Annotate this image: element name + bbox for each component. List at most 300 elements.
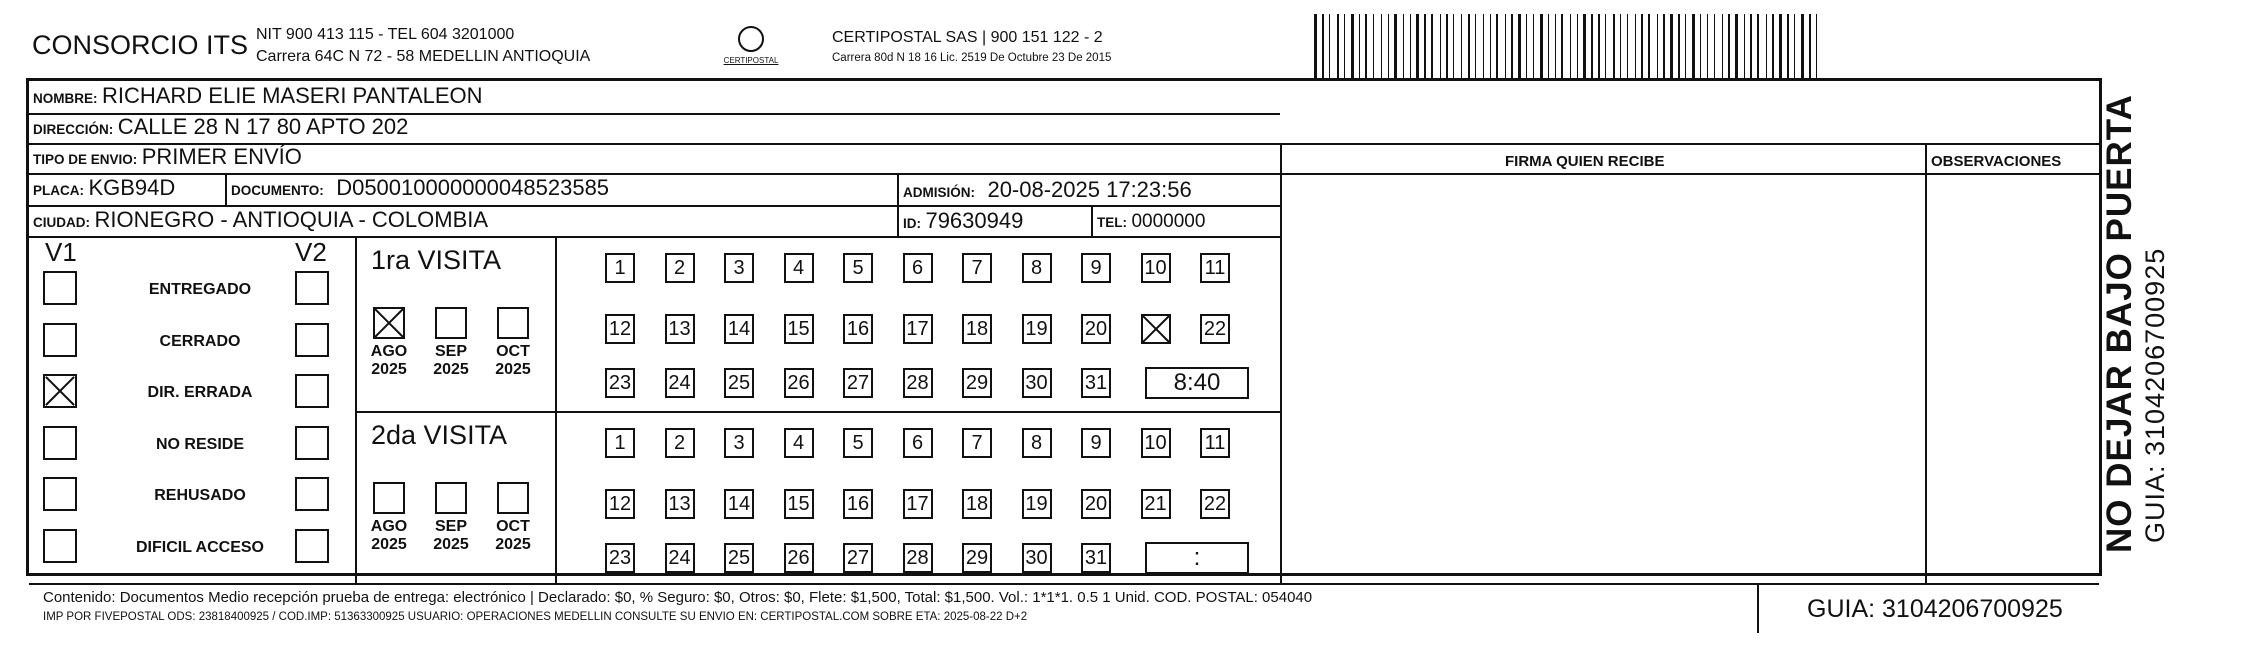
month-year: 2025	[371, 361, 407, 378]
side-notice	[2100, 94, 2170, 553]
barcode-bar	[1453, 14, 1454, 78]
day-number: 17	[906, 493, 929, 515]
v2-checkbox-2[interactable]	[295, 374, 329, 408]
barcode-bar	[1750, 14, 1752, 78]
day-number: 15	[787, 493, 810, 515]
barcode-bar	[1645, 14, 1646, 78]
day-checkbox[interactable]	[724, 314, 754, 344]
barcode-bar	[1623, 14, 1625, 78]
day-number: 23	[608, 372, 632, 394]
nombre-row	[33, 83, 483, 109]
barcode-bar	[1630, 14, 1633, 78]
day-checkbox[interactable]	[605, 253, 635, 283]
barcode-bar	[1722, 14, 1723, 78]
day-checkbox[interactable]	[962, 428, 992, 458]
day-checkbox[interactable]	[665, 543, 695, 573]
barcode-bar	[1703, 14, 1705, 78]
barcode-bar	[1322, 14, 1324, 78]
barcode-bar	[1735, 14, 1738, 78]
nombre-label: NOMBRE:	[33, 91, 98, 106]
day-checkbox[interactable]	[843, 314, 873, 344]
company-contact	[256, 24, 590, 68]
day-checkbox[interactable]	[665, 314, 695, 344]
option-label: DIR. ERRADA	[147, 384, 253, 401]
day-checkbox[interactable]	[1141, 314, 1171, 344]
barcode-bar	[1757, 14, 1759, 78]
day-checkbox[interactable]	[1081, 314, 1111, 344]
day-checkbox[interactable]	[1022, 428, 1052, 458]
day-checkbox[interactable]	[1022, 253, 1052, 283]
certipostal-info	[832, 28, 1111, 68]
day-checkbox[interactable]	[724, 253, 754, 283]
ciudad-value: RIONEGRO - ANTIOQUIA - COLOMBIA	[94, 207, 489, 232]
barcode-bar	[1608, 14, 1611, 78]
month-checkbox[interactable]	[497, 307, 529, 339]
barcode-bar	[1583, 14, 1586, 78]
barcode-bar	[1598, 14, 1600, 78]
barcode-bar	[1523, 14, 1524, 78]
barcode-bar	[1791, 14, 1792, 78]
barcode-bar	[1319, 14, 1320, 78]
day-number: 23	[608, 547, 632, 569]
barcode-bar	[1613, 14, 1615, 78]
day-checkbox[interactable]	[962, 489, 992, 519]
day-checkbox[interactable]	[962, 253, 992, 283]
barcode-bar	[1670, 14, 1673, 78]
barcode-bar	[1332, 14, 1335, 78]
barcode-bar	[1652, 14, 1655, 78]
barcode-bar	[1369, 14, 1371, 78]
day-number: 10	[1144, 257, 1167, 279]
day-checkbox[interactable]	[903, 314, 933, 344]
id-value: 79630949	[925, 208, 1024, 233]
day-number: 3	[733, 432, 745, 454]
month-name: AGO	[370, 343, 408, 360]
month-checkbox[interactable]	[435, 307, 467, 339]
barcode-bar	[1732, 14, 1733, 78]
visit-title: 1ra VISITA	[371, 245, 502, 275]
documento-field	[231, 175, 609, 201]
day-number: 2	[673, 257, 686, 279]
barcode-bar	[1373, 14, 1374, 78]
barcode-bar	[1744, 14, 1745, 78]
barcode-bar	[1605, 14, 1606, 78]
nit-line: NIT 900 413 115 - TEL 604 3201000	[256, 26, 515, 43]
day-number: 31	[1084, 372, 1108, 394]
tipo-envio-row	[33, 144, 302, 170]
day-checkbox[interactable]	[903, 543, 933, 573]
direccion-row	[33, 114, 408, 140]
month-label	[428, 518, 474, 554]
day-checkbox[interactable]	[724, 368, 754, 398]
day-number: 14	[727, 493, 751, 515]
month-checkbox[interactable]	[435, 482, 467, 514]
option-label: ENTREGADO	[148, 281, 252, 298]
barcode-bar	[1660, 14, 1661, 78]
barcode-bar	[1515, 14, 1516, 78]
barcode-bar	[1505, 14, 1506, 78]
barcode-bar	[1536, 14, 1538, 78]
month-checkbox[interactable]	[497, 482, 529, 514]
admision-field	[903, 177, 1192, 203]
barcode-bar	[1428, 14, 1429, 78]
month-name: SEP	[434, 518, 467, 535]
option-label: DIFICIL ACCESO	[135, 538, 264, 556]
day-number: 19	[1025, 493, 1048, 515]
day-checkbox[interactable]	[1141, 253, 1171, 283]
barcode-bar	[1754, 14, 1755, 78]
month-label	[366, 518, 412, 554]
day-number: 26	[787, 547, 810, 569]
barcode-bar	[1347, 14, 1349, 78]
month-year: 2025	[371, 536, 407, 553]
barcode-bar	[1710, 14, 1712, 78]
v2-checkbox-1[interactable]	[295, 323, 329, 357]
barcode-bar	[1602, 14, 1603, 78]
day-checkbox[interactable]	[962, 543, 992, 573]
barcode-bar	[1341, 14, 1342, 78]
day-checkbox[interactable]	[784, 543, 814, 573]
month-name: AGO	[370, 518, 408, 535]
day-number: 1	[614, 432, 626, 454]
barcode-bar	[1359, 14, 1360, 78]
barcode-bar	[1801, 14, 1804, 78]
day-number: 22	[1203, 318, 1227, 340]
day-number: 22	[1203, 493, 1227, 515]
barcode-bar	[1595, 14, 1596, 78]
day-checkbox[interactable]	[903, 368, 933, 398]
day-number: 25	[727, 547, 751, 569]
barcode-bar	[1351, 14, 1354, 78]
day-checkbox[interactable]	[724, 489, 754, 519]
day-number: 24	[668, 547, 691, 569]
day-number: 24	[668, 372, 691, 394]
tipo-envio-value: PRIMER ENVÍO	[141, 144, 302, 169]
month-checkbox[interactable]	[373, 307, 405, 339]
barcode-bar	[1641, 14, 1643, 78]
company-address: Carrera 64C N 72 - 58 MEDELLIN ANTIOQUIA	[256, 48, 591, 65]
day-number: 6	[911, 257, 924, 279]
barcode-bar	[1329, 14, 1330, 78]
day-checkbox[interactable]	[605, 314, 635, 344]
barcode-bar	[1657, 14, 1658, 78]
v2-checkbox-4[interactable]	[295, 477, 329, 511]
barcode-bar	[1490, 14, 1491, 78]
delivery-form	[26, 78, 2102, 623]
day-checkbox[interactable]	[1200, 253, 1230, 283]
tel-label: TEL:	[1097, 215, 1127, 230]
day-checkbox[interactable]	[843, 428, 873, 458]
barcode-bar	[1678, 14, 1680, 78]
day-checkbox[interactable]	[1200, 314, 1230, 344]
day-checkbox[interactable]	[1081, 428, 1111, 458]
day-checkbox[interactable]	[784, 489, 814, 519]
barcode-bar	[1728, 14, 1730, 78]
day-checkbox[interactable]	[962, 368, 992, 398]
day-number: 27	[846, 547, 870, 569]
day-checkbox[interactable]	[724, 543, 754, 573]
day-checkbox[interactable]	[605, 489, 635, 519]
barcode-bar	[1440, 14, 1441, 78]
direccion-value: CALLE 28 N 17 80 APTO 202	[117, 114, 409, 139]
barcode-bar	[1573, 14, 1575, 78]
v1-checkbox-5[interactable]	[43, 529, 77, 563]
barcode-bar	[1314, 14, 1317, 78]
barcode-bar	[1816, 14, 1817, 78]
day-number: 28	[906, 372, 929, 394]
month-label	[428, 343, 474, 379]
day-checkbox[interactable]	[605, 543, 635, 573]
day-number: 31	[1084, 547, 1108, 569]
day-number: 12	[608, 493, 632, 515]
day-checkbox[interactable]	[784, 368, 814, 398]
day-number: 11	[1204, 257, 1226, 279]
tel-value: 0000000	[1131, 211, 1206, 232]
day-checkbox[interactable]	[843, 253, 873, 283]
day-number: 6	[911, 432, 924, 454]
day-checkbox[interactable]	[843, 489, 873, 519]
barcode-bar	[1635, 14, 1636, 78]
month-label	[366, 343, 412, 379]
barcode-bar	[1500, 14, 1503, 78]
barcode-icon	[1314, 14, 1904, 78]
month-name: OCT	[496, 518, 530, 535]
barcode-bar	[1697, 14, 1698, 78]
signature-area[interactable]	[1282, 175, 1925, 583]
barcode-bar	[1717, 14, 1720, 78]
day-number: 1	[614, 257, 626, 279]
barcode-bar	[1362, 14, 1363, 78]
barcode-bar	[1464, 14, 1466, 78]
logo-emblem-icon	[738, 26, 764, 52]
certipostal-logo	[722, 26, 780, 70]
barcode-bar	[1555, 14, 1556, 78]
observaciones-area[interactable]	[1927, 175, 2099, 583]
barcode-bar	[1472, 14, 1473, 78]
visit-title: 2da VISITA	[371, 420, 508, 450]
day-checkbox[interactable]	[665, 253, 695, 283]
barcode-bar	[1685, 14, 1686, 78]
barcode-bar	[1663, 14, 1665, 78]
day-number: 26	[787, 372, 810, 394]
barcode-bar	[1747, 14, 1748, 78]
day-number: 5	[852, 257, 864, 279]
day-checkbox[interactable]	[665, 428, 695, 458]
barcode-bar	[1692, 14, 1695, 78]
day-number: 17	[906, 318, 929, 340]
day-checkbox[interactable]	[1022, 368, 1052, 398]
barcode-bar	[1431, 14, 1433, 78]
barcode-bar	[1591, 14, 1593, 78]
day-number: 5	[852, 432, 864, 454]
barcode-bar	[1475, 14, 1476, 78]
barcode-bar	[1787, 14, 1789, 78]
content-summary: Contenido: Documentos Medio recepción prueba de entrega: electrónico | Declarado: $0, % Seguro: $0, Otros: $0, Flete: $1,500, Total: $1,500. Vol.: 1*1*1. 0.5 1 Unid. COD. POSTAL: 054040	[43, 589, 1313, 606]
day-number: 19	[1025, 318, 1048, 340]
day-checkbox[interactable]	[784, 253, 814, 283]
barcode-bar	[1565, 14, 1568, 78]
day-number: 9	[1090, 257, 1102, 279]
barcode-bar	[1540, 14, 1543, 78]
barcode-bar	[1772, 14, 1774, 78]
barcode-bar	[1413, 14, 1414, 78]
barcode-bar	[1561, 14, 1563, 78]
barcode-bar	[1819, 14, 1822, 78]
month-name: OCT	[496, 343, 530, 360]
day-checkbox[interactable]	[1081, 368, 1111, 398]
day-checkbox[interactable]	[903, 428, 933, 458]
barcode-bar	[1388, 14, 1389, 78]
day-number: 27	[846, 372, 870, 394]
day-checkbox[interactable]	[903, 253, 933, 283]
month-label	[490, 518, 536, 554]
day-number: 4	[792, 257, 805, 279]
day-number: 2	[673, 432, 686, 454]
visit-hour[interactable]: :	[1145, 542, 1249, 574]
barcode-bar	[1416, 14, 1419, 78]
day-checkbox[interactable]	[665, 489, 695, 519]
barcode-bar	[1365, 14, 1367, 78]
barcode-bar	[1399, 14, 1401, 78]
no-dejar-notice: NO DEJAR BAJO PUERTA	[2100, 94, 2139, 553]
day-number: 9	[1090, 432, 1102, 454]
option-label: REHUSADO	[154, 487, 246, 504]
company-name: CONSORCIO ITS	[32, 30, 249, 60]
barcode-bar	[1617, 14, 1618, 78]
day-checkbox[interactable]	[665, 368, 695, 398]
day-checkbox[interactable]	[1200, 428, 1230, 458]
option-label: CERRADO	[159, 332, 241, 350]
barcode-bar	[1809, 14, 1811, 78]
day-checkbox[interactable]	[784, 314, 814, 344]
day-checkbox[interactable]	[843, 368, 873, 398]
day-number: 13	[668, 493, 691, 515]
barcode-bar	[1424, 14, 1426, 78]
day-checkbox[interactable]	[843, 543, 873, 573]
day-checkbox[interactable]	[784, 428, 814, 458]
day-number: 30	[1025, 372, 1048, 394]
day-number: 10	[1144, 432, 1167, 454]
v1-checkbox-3[interactable]	[43, 426, 77, 460]
month-checkbox[interactable]	[373, 482, 405, 514]
ciudad-label: CIUDAD:	[33, 215, 90, 230]
day-number: 8	[1030, 432, 1043, 454]
barcode-bar	[1478, 14, 1481, 78]
day-number: 7	[971, 432, 983, 454]
day-number: 30	[1025, 547, 1048, 569]
barcode-bar	[1548, 14, 1549, 78]
v2-checkbox-0[interactable]	[295, 271, 329, 305]
day-checkbox[interactable]	[1081, 489, 1111, 519]
barcode-bar	[1551, 14, 1553, 78]
v2-checkbox-5[interactable]	[295, 529, 329, 563]
day-checkbox[interactable]	[1022, 543, 1052, 573]
option-label: NO RESIDE	[155, 435, 244, 453]
firma-header: FIRMA QUIEN RECIBE	[1505, 153, 1665, 170]
day-number: 3	[733, 257, 745, 279]
day-number: 18	[965, 318, 989, 340]
v2-checkbox-3[interactable]	[295, 426, 329, 460]
barcode-bar	[1766, 14, 1767, 78]
id-field	[903, 208, 1023, 234]
barcode-bar	[1421, 14, 1422, 78]
barcode-bar	[1797, 14, 1799, 78]
barcode-bar	[1577, 14, 1578, 78]
day-number: 16	[846, 318, 870, 340]
barcode-bar	[1406, 14, 1408, 78]
day-checkbox[interactable]	[1081, 253, 1111, 283]
day-checkbox[interactable]	[962, 314, 992, 344]
placa-value: KGB94D	[88, 175, 176, 200]
day-checkbox[interactable]	[605, 428, 635, 458]
barcode-bar	[1558, 14, 1559, 78]
barcode-bar	[1580, 14, 1581, 78]
v2-header: V2	[295, 237, 327, 267]
day-checkbox[interactable]	[1141, 489, 1171, 519]
observaciones-header: OBSERVACIONES	[1931, 153, 2062, 170]
barcode-bar	[1714, 14, 1715, 78]
placa-label: PLACA:	[33, 183, 84, 198]
certipostal-license: Carrera 80d N 18 16 Lic. 2519 De Octubre 23 De 2015	[832, 52, 1112, 64]
barcode-bar	[1533, 14, 1534, 78]
documento-label: DOCUMENTO:	[231, 183, 324, 198]
day-checkbox[interactable]	[1081, 543, 1111, 573]
day-number: 11	[1204, 432, 1226, 454]
barcode-bar	[1776, 14, 1777, 78]
barcode-bar	[1806, 14, 1807, 78]
barcode-bar	[1381, 14, 1382, 78]
v1-checkbox-4[interactable]	[43, 477, 77, 511]
day-checkbox[interactable]	[1141, 428, 1171, 458]
day-checkbox[interactable]	[1022, 489, 1052, 519]
day-checkbox[interactable]	[605, 368, 635, 398]
day-checkbox[interactable]	[1022, 314, 1052, 344]
v1-checkbox-2[interactable]	[43, 374, 77, 408]
barcode-bar	[1376, 14, 1379, 78]
barcode-bar	[1394, 14, 1397, 78]
barcode-bar	[1526, 14, 1527, 78]
v1-checkbox-1[interactable]	[43, 323, 77, 357]
barcode-bar	[1486, 14, 1488, 78]
barcode-bar	[1688, 14, 1690, 78]
day-number: 16	[846, 493, 870, 515]
barcode-bar	[1456, 14, 1459, 78]
barcode-bar	[1529, 14, 1531, 78]
visit-hour[interactable]: 8:40	[1145, 367, 1249, 399]
day-checkbox[interactable]	[724, 428, 754, 458]
barcode-bar	[1740, 14, 1742, 78]
tipo-envio-label: TIPO DE ENVIO:	[33, 152, 138, 167]
day-number: 21	[1144, 493, 1167, 515]
barcode-bar	[1779, 14, 1782, 78]
v1-checkbox-0[interactable]	[43, 271, 77, 305]
day-number: 14	[727, 318, 751, 340]
barcode-bar	[1446, 14, 1448, 78]
day-checkbox[interactable]	[903, 489, 933, 519]
guia-number: GUIA: 3104206700925	[1807, 595, 2063, 623]
tel-field	[1097, 211, 1205, 233]
barcode-bar	[1403, 14, 1404, 78]
id-label: ID:	[903, 216, 921, 231]
barcode-bar	[1784, 14, 1785, 78]
day-checkbox[interactable]	[1200, 489, 1230, 519]
print-info: IMP POR FIVEPOSTAL ODS: 23818400925 / COD.IMP: 51363300925 USUARIO: OPERACIONES MEDELLIN CONSULTE SU ENVIO EN: CERTIPOSTAL.COM SOBRE ETA: 2025-08-22 D+2	[43, 611, 1028, 623]
logo-text: CERTIPOSTAL	[723, 56, 779, 65]
barcode-bar	[1344, 14, 1345, 78]
barcode-bar	[1518, 14, 1521, 78]
documento-value: D050010000000048523585	[336, 175, 610, 200]
month-year: 2025	[433, 536, 469, 553]
